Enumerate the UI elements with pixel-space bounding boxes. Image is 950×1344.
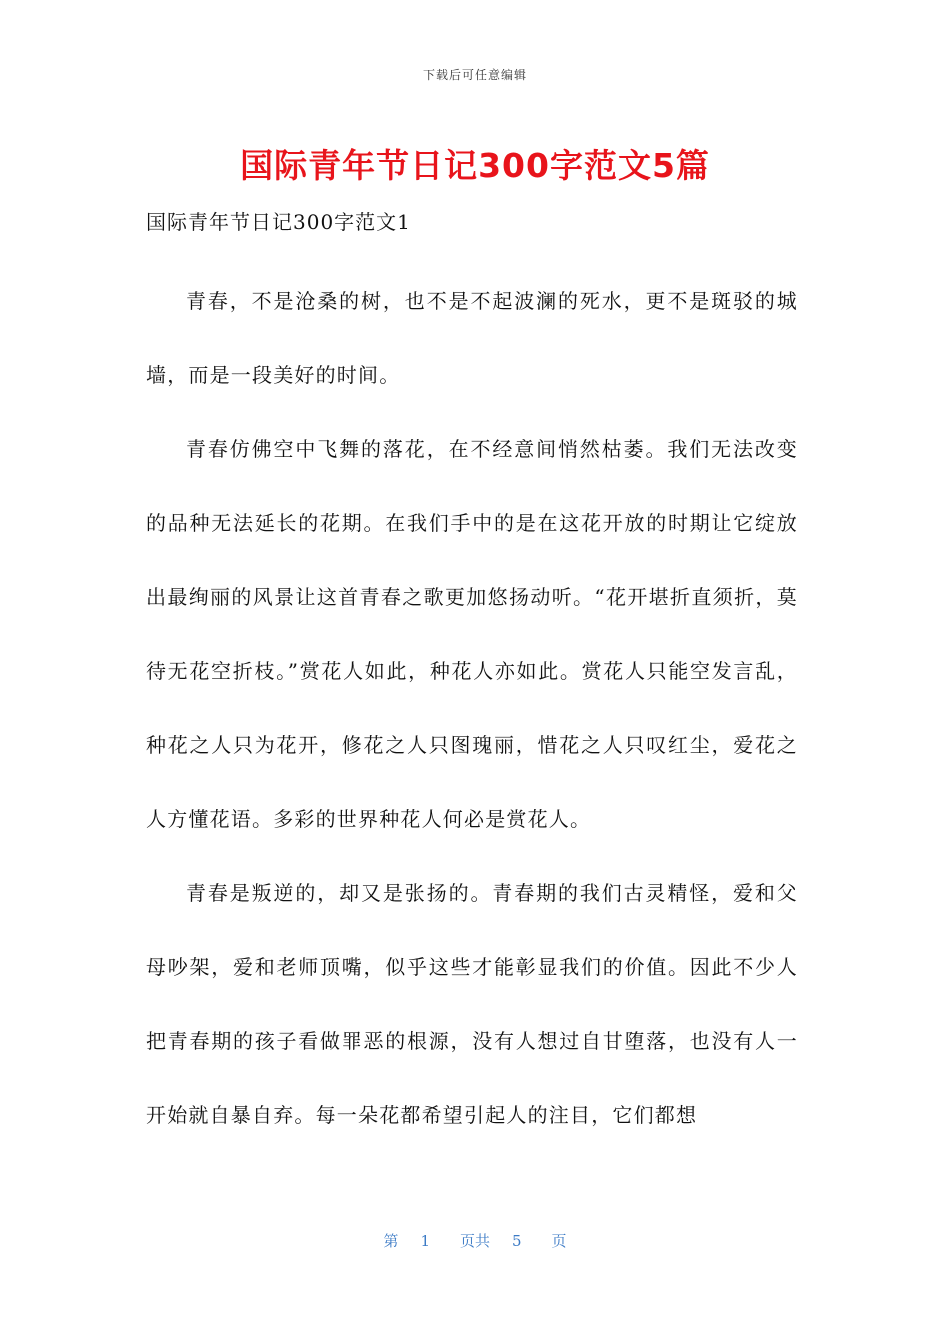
paragraph: 青春，不是沧桑的树，也不是不起波澜的死水，更不是斑驳的城墙，而是一段美好的时间。	[146, 289, 798, 387]
header-note: 下载后可任意编辑	[422, 68, 527, 82]
page-prefix: 第	[383, 1232, 399, 1250]
document-title: 国际青年节日记300字范文5篇	[240, 146, 710, 185]
page-total-number: 5	[512, 1232, 522, 1250]
document-body	[146, 264, 798, 1152]
paragraph: 青春是叛逆的，却又是张扬的。青春期的我们古灵精怪，爱和父母吵架，爱和老师顶嘴，似乎这些才能彰显我们的价值。因此不少人把青春期的孩子看做罪恶的根源，没有人想过自甘堕落，也没有人一开始就自暴自弃。每一朵花都希望引起人的注目，它们都想	[146, 881, 798, 1127]
page-current-number: 1	[420, 1232, 430, 1250]
page-middle-text: 页共	[459, 1232, 490, 1250]
page-footer	[0, 1230, 950, 1251]
page-suffix: 页	[551, 1232, 567, 1250]
paragraph: 青春仿佛空中飞舞的落花，在不经意间悄然枯萎。我们无法改变的品种无法延长的花期。在我们手中的是在这花开放的时期让它绽放出最绚丽的风景让这首青春之歌更加悠扬动听。“花开堪折直须折，莫待无花空折枝。”赏花人如此，种花人亦如此。赏花人只能空发言乱，种花之人只为花开，修花之人只图瑰丽，惜花之人只叹红尘，爱花之人方懂花语。多彩的世界种花人何必是赏花人。	[146, 437, 798, 831]
document-subtitle: 国际青年节日记300字范文1	[146, 210, 411, 234]
